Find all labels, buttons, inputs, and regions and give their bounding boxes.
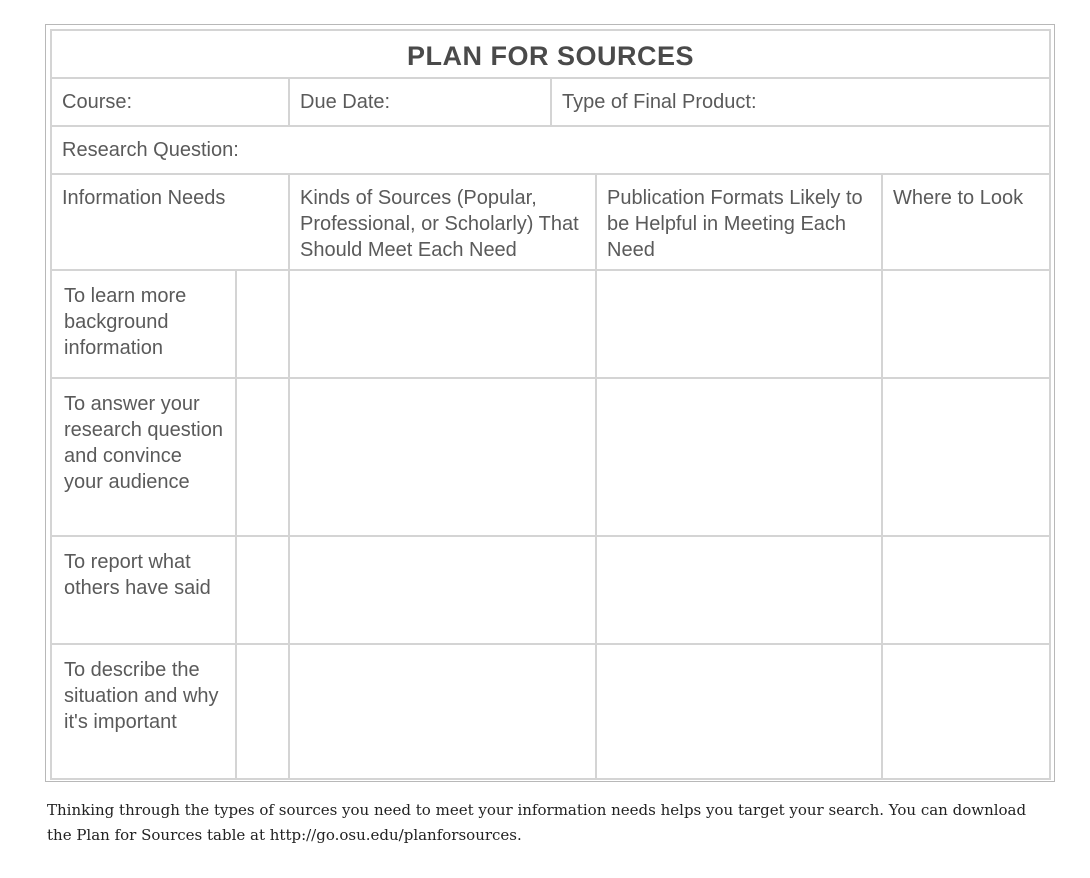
publication-formats-cell[interactable] [595, 535, 883, 645]
where-to-look-cell[interactable] [881, 269, 1051, 379]
kinds-of-sources-cell[interactable] [288, 643, 597, 780]
header-kinds-of-sources: Kinds of Sources (Popular, Professional, or Scholarly) That Should Meet Each Need [288, 173, 597, 271]
research-question-field[interactable]: Research Question: [50, 125, 1051, 175]
row-blank-cell[interactable] [235, 535, 290, 645]
figure-caption: Thinking through the types of sources you need to meet your information needs helps you target your search. You can download the Plan for Sources table at http://go.osu.edu/planforsources. [47, 801, 1027, 844]
due-date-field[interactable]: Due Date: [288, 77, 552, 127]
kinds-of-sources-cell[interactable] [288, 535, 597, 645]
header-where-to-look: Where to Look [881, 173, 1051, 271]
row-blank-cell[interactable] [235, 643, 290, 780]
header-publication-formats: Publication Formats Likely to be Helpful in Meeting Each Need [595, 173, 883, 271]
row-blank-cell[interactable] [235, 269, 290, 379]
header-information-needs: Information Needs [50, 173, 290, 271]
where-to-look-cell[interactable] [881, 643, 1051, 780]
publication-formats-cell[interactable] [595, 643, 883, 780]
course-field[interactable]: Course: [50, 77, 290, 127]
kinds-of-sources-cell[interactable] [288, 269, 597, 379]
row-blank-cell[interactable] [235, 377, 290, 537]
row-label-answer-question: To answer your research question and convince your audience [50, 377, 237, 537]
publication-formats-cell[interactable] [595, 269, 883, 379]
table-title: PLAN FOR SOURCES [50, 29, 1051, 79]
row-label-report-others: To report what others have said [50, 535, 237, 645]
publication-formats-cell[interactable] [595, 377, 883, 537]
row-label-describe-situation: To describe the situation and why it's important [50, 643, 237, 780]
where-to-look-cell[interactable] [881, 535, 1051, 645]
final-product-field[interactable]: Type of Final Product: [550, 77, 1051, 127]
kinds-of-sources-cell[interactable] [288, 377, 597, 537]
row-label-background: To learn more background information [50, 269, 237, 379]
where-to-look-cell[interactable] [881, 377, 1051, 537]
